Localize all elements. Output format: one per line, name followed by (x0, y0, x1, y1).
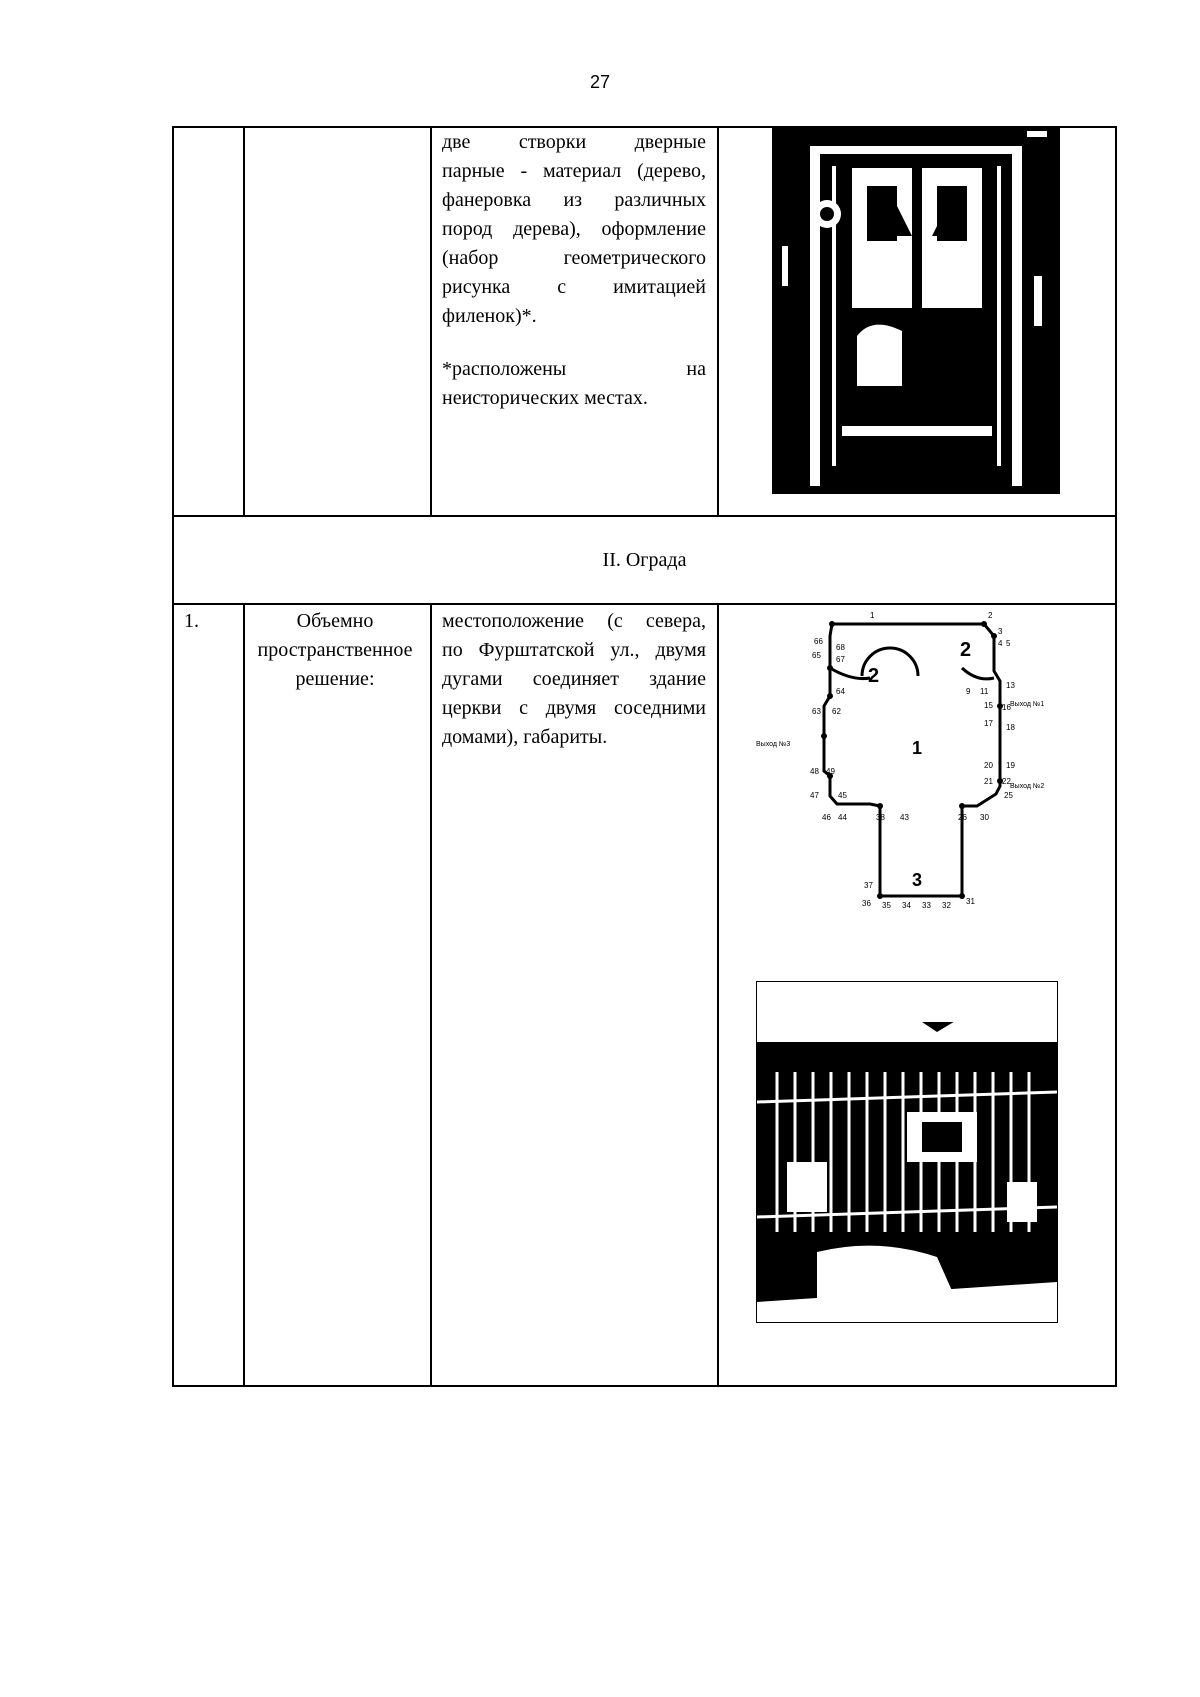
plan-point-label: 66 (814, 637, 823, 646)
plan-point-label: 30 (980, 813, 989, 822)
plan-point-label: 22 (1002, 777, 1011, 786)
fence-description (442, 607, 706, 752)
plan-point-label: 46 (822, 813, 831, 822)
text-line: решение: (295, 668, 375, 690)
column-divider (717, 603, 719, 1386)
plan-point-label: 47 (810, 791, 819, 800)
plan-point-label: 31 (966, 897, 975, 906)
row-number: 1. (184, 610, 199, 632)
text-line: церкви с двумя соседними (442, 697, 706, 719)
plan-point-label: 20 (984, 761, 993, 770)
page-number: 27 (589, 72, 611, 92)
plan-point-label: 17 (984, 719, 993, 728)
plan-zone-label: 1 (912, 738, 923, 758)
plan-exit-label: Выход №2 (1010, 783, 1045, 790)
plan-point-label: 1 (870, 611, 875, 620)
plan-point-label: 32 (942, 901, 951, 910)
plan-point-label: 2 (988, 611, 993, 620)
column-divider (243, 603, 245, 1386)
fence-photo (756, 981, 1058, 1323)
table-right-border (1115, 126, 1117, 1386)
plan-point-label: 35 (882, 901, 891, 910)
plan-point-label: 5 (1006, 639, 1011, 648)
plan-point-label: 26 (958, 813, 967, 822)
plan-point-label: 11 (980, 687, 989, 696)
plan-point-label: 67 (836, 655, 845, 664)
note-line: *расположены на (442, 358, 706, 380)
table-left-border (172, 126, 174, 1386)
door-description (442, 128, 706, 413)
plan-point-label: 37 (864, 881, 873, 890)
plan-point-label: 15 (984, 701, 993, 710)
text-line: домами), габариты. (442, 726, 608, 748)
plan-exit-label: Выход №1 (1010, 701, 1045, 708)
heritage-table (172, 126, 1117, 1386)
row-divider (172, 603, 1117, 605)
plan-point-label: 38 (876, 813, 885, 822)
plan-point-label: 63 (812, 707, 821, 716)
plan-point-label: 65 (812, 651, 821, 660)
door-photo (772, 126, 1060, 506)
plan-point-label: 62 (832, 707, 841, 716)
column-divider (430, 126, 432, 516)
plan-point-label: 45 (838, 791, 847, 800)
text-line: филенок)*. (442, 305, 537, 327)
plan-point-label: 16 (1002, 703, 1011, 712)
row-divider (172, 515, 1117, 517)
plan-point-label: 36 (862, 899, 871, 908)
element-name (232, 607, 438, 694)
plan-point-label: 43 (900, 813, 909, 822)
plan-point-label: 33 (922, 901, 931, 910)
plan-point-label: 9 (966, 687, 971, 696)
plan-zone-label: 3 (912, 870, 923, 890)
plan-point-label: 68 (836, 643, 845, 652)
text-line: (набор геометрического (442, 247, 706, 269)
plan-zone-label: 2 (960, 639, 972, 661)
text-line: местоположение (с севера, (442, 610, 706, 632)
plan-point-label: 13 (1006, 681, 1015, 690)
plan-exit-label: Выход №3 (756, 741, 791, 748)
text-line: пород дерева), оформление (442, 218, 706, 240)
plan-point-label: 44 (838, 813, 847, 822)
plan-point-label: 19 (1006, 761, 1015, 770)
plan-point-label: 21 (984, 777, 993, 786)
plan-point-label: 64 (836, 687, 845, 696)
text-line: Объемно (296, 610, 374, 632)
section-title: II. Ограда (602, 549, 687, 571)
text-line: фанеровка из различных (442, 189, 706, 211)
table-bottom-border (172, 1385, 1117, 1387)
plan-point-label: 25 (1004, 791, 1013, 800)
text-line: две створки дверные (442, 131, 706, 153)
plan-point-label: 3 (998, 627, 1003, 636)
plan-zone-label: 2 (868, 665, 880, 687)
text-line: парные - материал (дерево, (442, 160, 706, 182)
plan-point-label: 48 (810, 767, 819, 776)
note-line: неисторических местах. (442, 387, 648, 409)
column-divider (243, 126, 245, 516)
column-divider (430, 603, 432, 1386)
text-line: рисунка с имитацией (442, 276, 706, 298)
plan-point-label: 18 (1006, 723, 1015, 732)
plan-point-label: 4 (998, 639, 1003, 648)
column-divider (717, 126, 719, 516)
fence-site-plan (752, 606, 1072, 926)
plan-point-label: 49 (826, 767, 835, 776)
text-line: по Фурштатской ул., двумя (442, 639, 706, 661)
text-line: пространственное (257, 639, 413, 661)
plan-point-label: 34 (902, 901, 911, 910)
text-line: дугами соединяет здание (442, 668, 706, 690)
